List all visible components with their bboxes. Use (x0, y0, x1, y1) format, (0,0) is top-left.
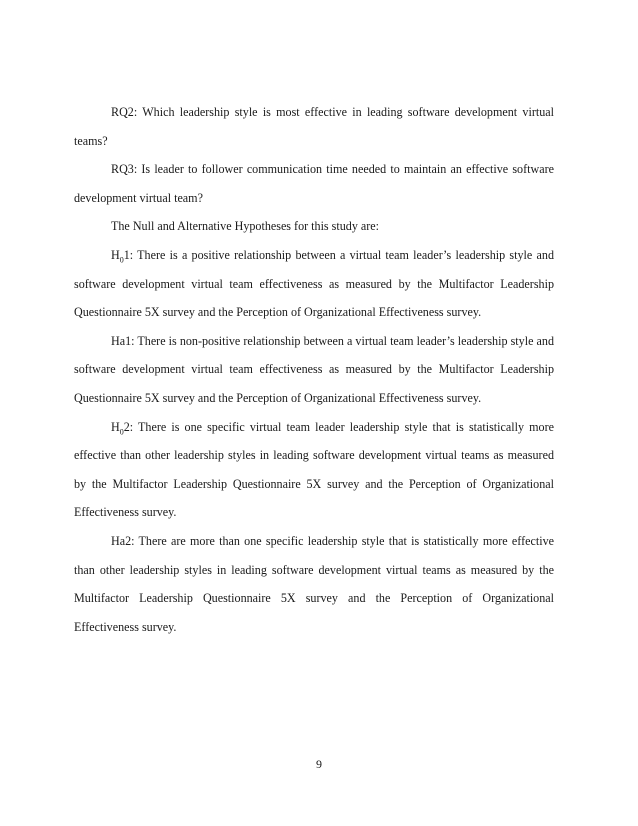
hypothesis-prefix: H (111, 247, 120, 262)
hypothesis-text: 2: There is one specific virtual team leader leadership style that is statistically more effective than other leadership styles in leading software development virtual teams as measured by the Multifactor Leadership Questionnaire 5X survey and the Perception of Organizational Effectiveness survey. (74, 419, 554, 520)
paragraph-rq2: RQ2: Which leadership style is most effective in leading software development virtual teams? (74, 105, 554, 148)
paragraph-hypotheses-intro: The Null and Alternative Hypotheses for this study are: (111, 219, 380, 234)
paragraph-h01 (74, 241, 554, 327)
paragraph-rq3: RQ3: Is leader to follower communication time needed to maintain an effective software development virtual team? (74, 162, 554, 205)
paragraph-h02 (74, 413, 554, 527)
hypothesis-prefix: H (111, 419, 120, 434)
hypothesis-subscript: 0 (119, 255, 124, 265)
paragraph-ha2: Ha2: There are more than one specific leadership style that is statistically more effective than other leadership styles in leading software development virtual teams as measured by the Multifactor Leadership Questionnaire 5X survey and the Perception of Organizational Effectiveness survey. (74, 533, 554, 634)
page-number: 9 (316, 757, 322, 771)
body-text (74, 98, 554, 641)
hypothesis-subscript: 0 (119, 426, 124, 436)
hypothesis-text: 1: There is a positive relationship between a virtual team leader’s leadership style and software development virtual team effectiveness as measured by the Multifactor Leadership Questionnaire 5X survey and the Perception of Organizational Effectiveness survey. (74, 247, 554, 320)
paragraph-ha1: Ha1: There is non-positive relationship between a virtual team leader’s leadership style and software development virtual team effectiveness as measured by the Multifactor Leadership Questionnaire 5X survey and the Perception of Organizational Effectiveness survey. (74, 333, 554, 405)
